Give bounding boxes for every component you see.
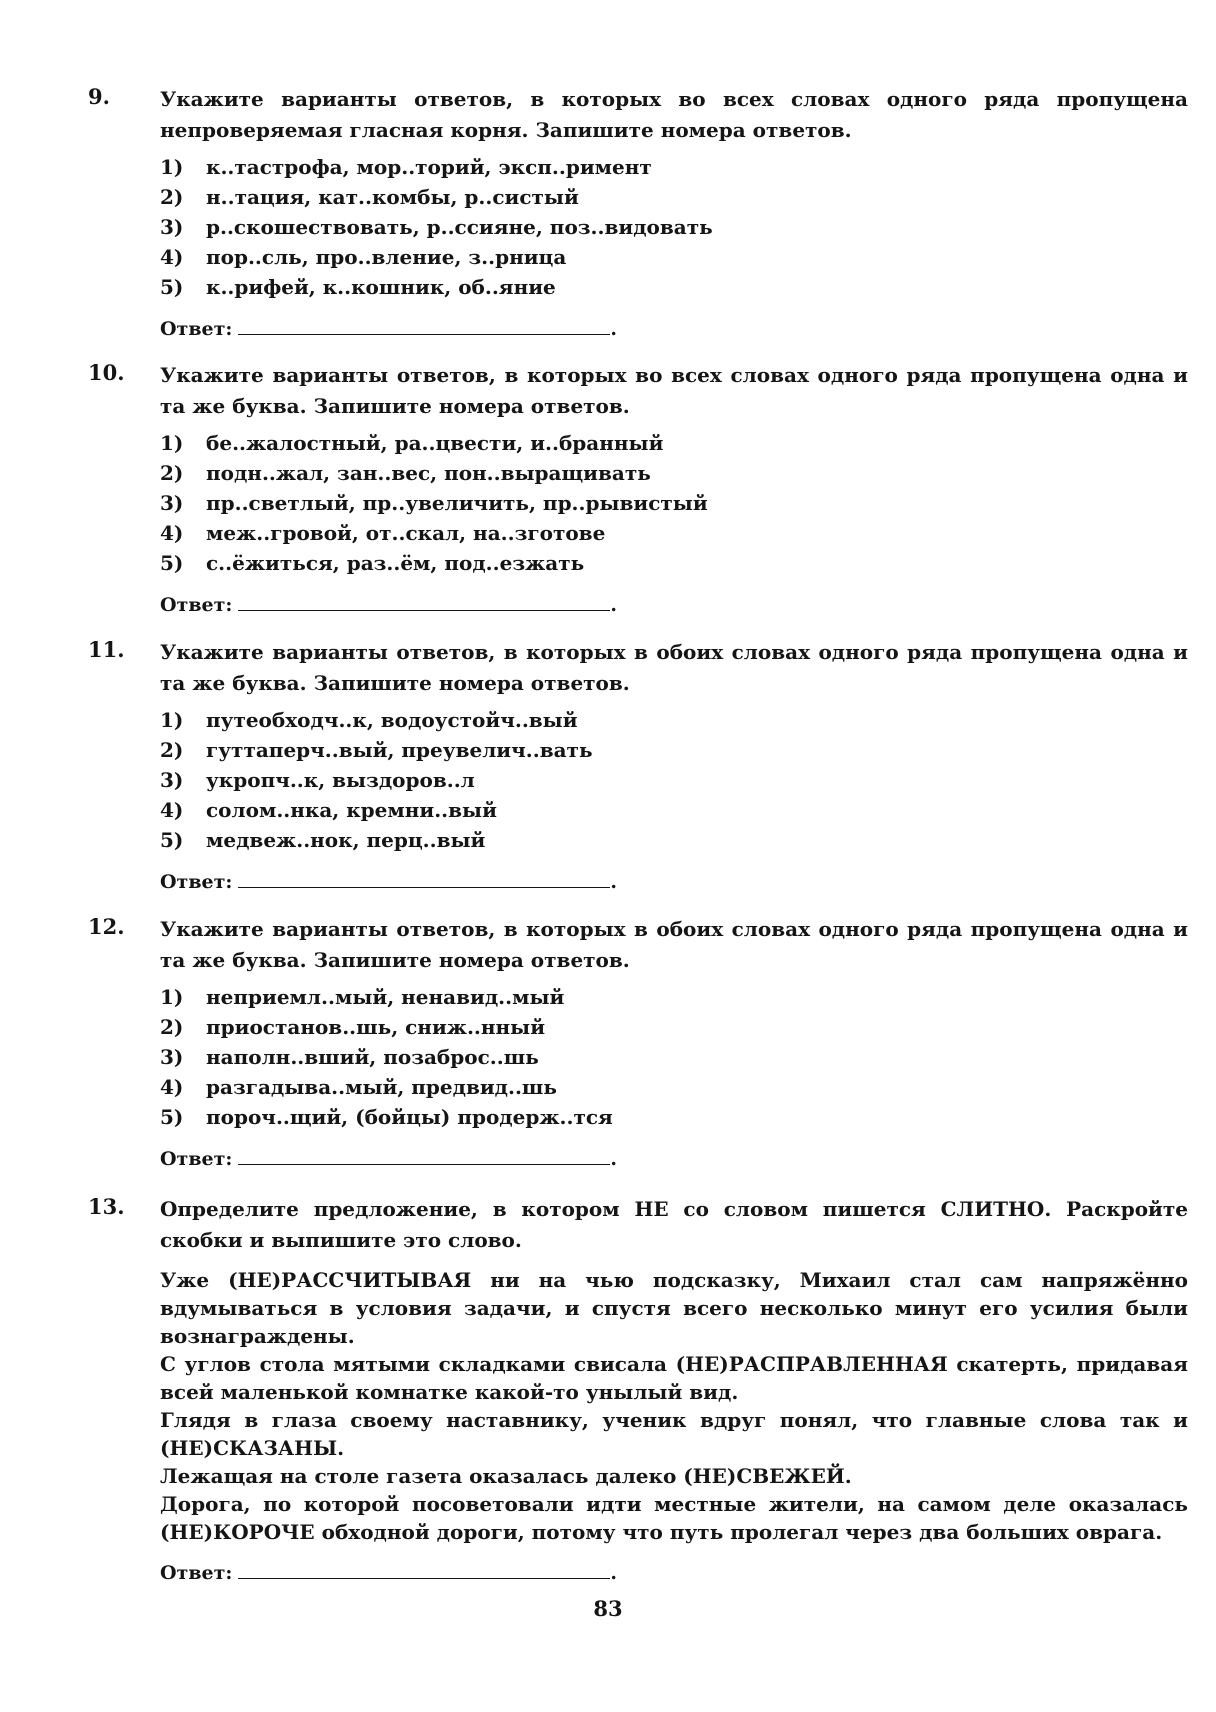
options-list: [160, 152, 1188, 302]
sentence: С углов стола мятыми складками свисала (НЕ)РАСПРАВЛЕННАЯ скатерть, придавая всей маленькой комнатке какой-то унылый вид.: [160, 1352, 1188, 1404]
option: 3) укропч..к, выздоров..л: [160, 768, 475, 792]
option: 4) меж..гровой, от..скал, на..зготове: [160, 521, 606, 545]
answer-field[interactable]: [238, 592, 610, 611]
answer-field[interactable]: [238, 1146, 610, 1165]
sentence: Уже (НЕ)РАССЧИТЫВАЯ ни на чью подсказку, Михаил стал сам напряжённо вдумываться в условия задачи, и спустя всего несколько минут его усилия были вознаграждены.: [160, 1268, 1188, 1348]
answer-field[interactable]: [238, 316, 610, 335]
answer-field[interactable]: [238, 869, 610, 888]
option: 2) гуттаперч..вый, преувелич..вать: [160, 738, 593, 762]
sentences-block: [160, 1266, 1188, 1546]
answer-label: Ответ:: [160, 318, 233, 340]
task-prompt: Укажите варианты ответов, в которых в обоих словах одного ряда пропущена одна и та же буква. Запишите номера ответов.: [160, 917, 1188, 972]
option: 4) пор..сль, про..вление, з..рница: [160, 245, 567, 269]
answer-label: Ответ:: [160, 871, 233, 893]
option: 1) путеобходч..к, водоустойч..вый: [160, 708, 578, 732]
task-10: [88, 360, 1188, 620]
task-prompt: Укажите варианты ответов, в которых во всех словах одного ряда пропущена одна и та же буква. Запишите номера ответов.: [160, 363, 1188, 418]
option: 3) наполн..вший, позаброс..шь: [160, 1045, 539, 1069]
task-number: 10.: [88, 360, 125, 385]
sentence: Глядя в глаза своему наставнику, ученик вдруг понял, что главные слова так и (НЕ)СКАЗАНЫ.: [160, 1408, 1188, 1460]
options-list: [160, 982, 1188, 1132]
task-9: [88, 84, 1188, 344]
task-number: 13.: [88, 1194, 125, 1219]
answer-field[interactable]: [238, 1560, 610, 1579]
task-prompt: Определите предложение, в котором НЕ со словом пишется СЛИТНО. Раскройте скобки и выпишите это слово.: [160, 1197, 1188, 1252]
task-prompt: Укажите варианты ответов, в которых во всех словах одного ряда пропущена непроверяемая гласная корня. Запишите номера ответов.: [160, 87, 1188, 142]
answer-row: Ответ: .: [160, 1562, 618, 1584]
option: 3) пр..светлый, пр..увеличить, пр..рывистый: [160, 491, 708, 515]
task-number: 12.: [88, 914, 125, 939]
answer-label: Ответ:: [160, 1562, 233, 1584]
answer-row: Ответ: .: [160, 1148, 618, 1170]
option: 5) пороч..щий, (бойцы) продерж..тся: [160, 1105, 613, 1129]
task-12: [88, 914, 1188, 1174]
options-list: [160, 428, 1188, 578]
option: 5) к..рифей, к..кошник, об..яние: [160, 275, 556, 299]
options-list: [160, 705, 1188, 855]
sentence: Дорога, по которой посоветовали идти местные жители, на самом деле оказалась (НЕ)КОРОЧЕ обходной дороги, потому что путь пролегал через два больших оврага.: [160, 1492, 1188, 1544]
sentence: Лежащая на столе газета оказалась далеко (НЕ)СВЕЖЕЙ.: [160, 1464, 852, 1488]
option: 1) неприемл..мый, ненавид..мый: [160, 985, 565, 1009]
option: 3) р..скошествовать, р..ссияне, поз..видовать: [160, 215, 713, 239]
answer-label: Ответ:: [160, 1148, 233, 1170]
option: 5) с..ёжиться, раз..ём, под..езжать: [160, 551, 585, 575]
answer-row: Ответ: .: [160, 318, 618, 340]
answer-row: Ответ: .: [160, 594, 618, 616]
page-number: 83: [593, 1596, 623, 1621]
task-11: [88, 637, 1188, 897]
option: 2) приостанов..шь, сниж..нный: [160, 1015, 546, 1039]
task-13: [88, 1194, 1188, 1588]
task-number: 11.: [88, 637, 125, 662]
task-prompt: Укажите варианты ответов, в которых в обоих словах одного ряда пропущена одна и та же буква. Запишите номера ответов.: [160, 640, 1188, 695]
option: 5) медвеж..нок, перц..вый: [160, 828, 486, 852]
option: 2) н..тация, кат..комбы, р..систый: [160, 185, 579, 209]
task-number: 9.: [88, 84, 110, 109]
option: 1) бе..жалостный, ра..цвести, и..бранный: [160, 431, 664, 455]
answer-label: Ответ:: [160, 594, 233, 616]
option: 4) разгадыва..мый, предвид..шь: [160, 1075, 557, 1099]
option: 4) солом..нка, кремни..вый: [160, 798, 497, 822]
answer-row: Ответ: .: [160, 871, 618, 893]
option: 2) подн..жал, зан..вес, пон..выращивать: [160, 461, 651, 485]
option: 1) к..тастрофа, мор..торий, эксп..римент: [160, 155, 652, 179]
